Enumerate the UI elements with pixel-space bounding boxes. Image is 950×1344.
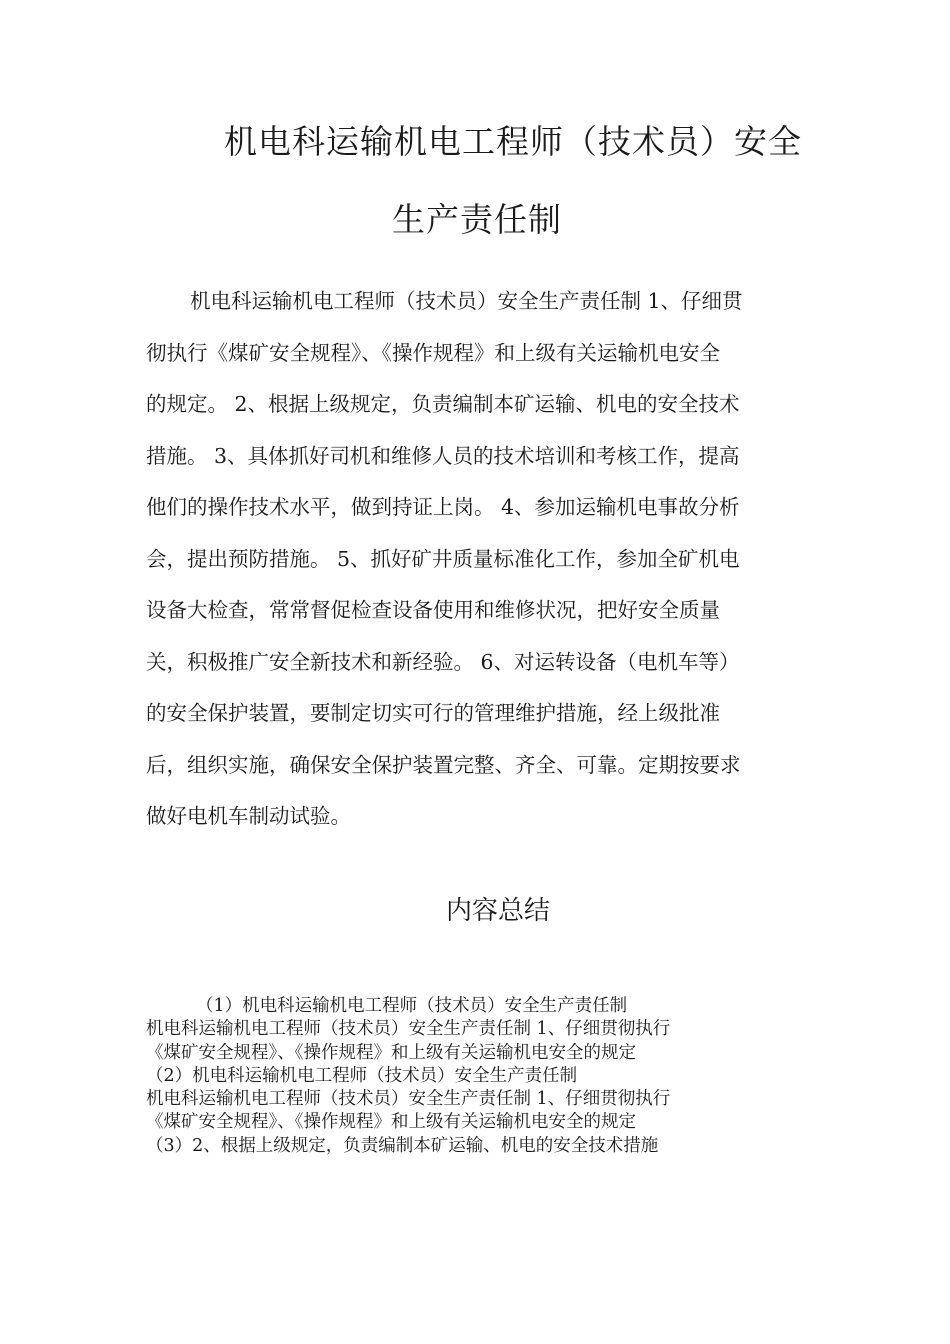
body-line: 做好电机车制动试验。	[146, 804, 351, 828]
summary-list	[146, 995, 806, 1158]
summary-line: 机电科运输机电工程师（技术员）安全生产责任制 1、仔细贯彻执行	[146, 1089, 671, 1110]
summary-heading: 内容总结	[446, 896, 551, 926]
body-line: 的规定。 2、根据上级规定，负责编制本矿运输、机电的安全技术	[146, 392, 740, 416]
body-line: 设备大检查，常常督促检查设备使用和维修状况，把好安全质量	[146, 598, 720, 622]
body-line: 关，积极推广安全新技术和新经验。 6、对运转设备（电机车等）	[146, 649, 740, 674]
summary-line: （1）机电科运输机电工程师（技术员）安全生产责任制	[196, 996, 628, 1016]
document-title-line-2: 生产责任制	[392, 200, 562, 239]
summary-line: （2）机电科运输机电工程师（技术员）安全生产责任制	[146, 1065, 578, 1086]
body-line: 后，组织实施，确保安全保护装置完整、齐全、可靠。定期按要求	[146, 752, 741, 777]
body-line: 他们的操作技术水平，做到持证上岗。 4、参加运输机电事故分析	[146, 495, 740, 519]
body-line: 机电科运输机电工程师（技术员）安全生产责任制 1、仔细贯	[190, 289, 743, 313]
body-line: 会，提出预防措施。 5、抓好矿井质量标准化工作，参加全矿机电	[146, 546, 740, 571]
summary-line: 《煤矿安全规程》、《操作规程》和上级有关运输机电安全的规定	[146, 1112, 636, 1133]
body-line: 彻执行《煤矿安全规程》、《操作规程》和上级有关运输机电安全	[146, 340, 720, 365]
summary-line: 《煤矿安全规程》、《操作规程》和上级有关运输机电安全的规定	[146, 1042, 636, 1063]
summary-line: 机电科运输机电工程师（技术员）安全生产责任制 1、仔细贯彻执行	[146, 1019, 671, 1040]
body-line: 措施。 3、具体抓好司机和维修人员的技术培训和考核工作，提高	[146, 443, 740, 468]
body-paragraph	[146, 276, 801, 843]
body-line: 的安全保护装置，要制定切实可行的管理维护措施，经上级批准	[146, 701, 720, 725]
summary-line: （3）2、根据上级规定，负责编制本矿运输、机电的安全技术措施	[146, 1135, 659, 1156]
document-title-line-1: 机电科运输机电工程师（技术员）安全	[224, 122, 802, 161]
